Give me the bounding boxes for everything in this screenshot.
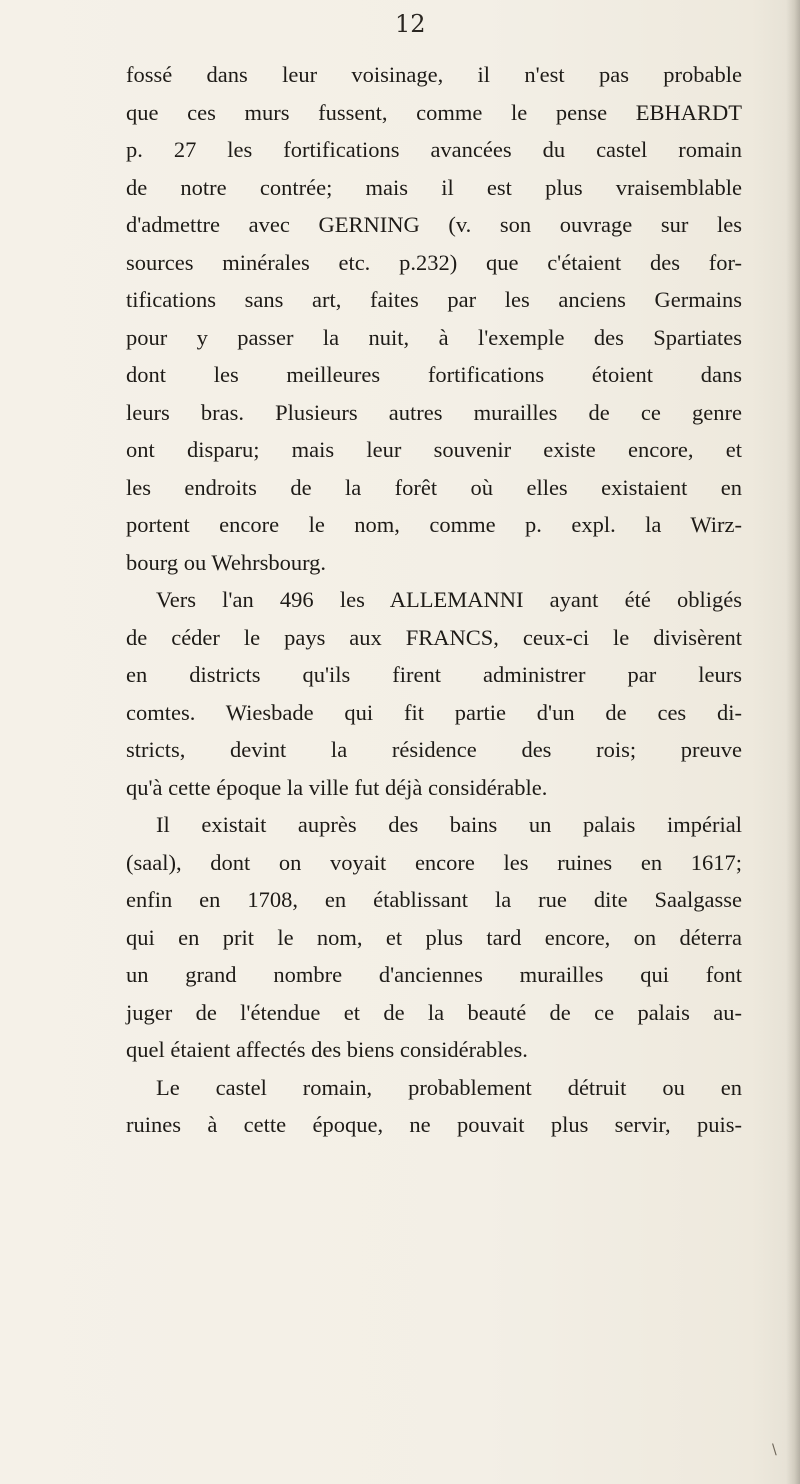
text-line: un grand nombre d'anciennes murailles qui font bbox=[126, 962, 742, 987]
text-line: enfin en 1708, en établissant la rue dite Saalgasse bbox=[126, 887, 742, 912]
text-line: de notre contrée; mais il est plus vraisemblable bbox=[126, 174, 742, 200]
page-number: 12 bbox=[395, 10, 426, 38]
text-line: tifications sans art, faites par les anciens Germains bbox=[126, 287, 742, 312]
text-line: Le castel romain, probablement détruit ou en bbox=[156, 1074, 742, 1100]
text-line: pour y passer la nuit, à l'exemple des Spartiates bbox=[126, 324, 742, 350]
text-line: juger de l'étendue et de la beauté de ce palais au- bbox=[126, 999, 742, 1025]
text-line: que ces murs fussent, comme le pense EBHARDT bbox=[126, 99, 742, 125]
page-edge-shadow bbox=[786, 0, 800, 1484]
text-line: qui en prit le nom, et plus tard encore, on déterra bbox=[126, 924, 742, 950]
body-text bbox=[126, 56, 742, 1144]
text-line: stricts, devint la résidence des rois; preuve bbox=[126, 737, 742, 762]
text-line: sources minérales etc. p.232) que c'étaient des for- bbox=[126, 249, 742, 275]
text-line: bourg ou Wehrsbourg. bbox=[126, 549, 327, 575]
text-line: Vers l'an 496 les ALLEMANNI ayant été obligés bbox=[156, 587, 742, 612]
text-line: les endroits de la forêt où elles existaient en bbox=[126, 474, 742, 500]
text-line: p. 27 les fortifications avancées du castel romain bbox=[126, 137, 742, 162]
stray-ink-mark: \ bbox=[772, 1442, 777, 1458]
text-line: de céder le pays aux FRANCS, ceux-ci le divisèrent bbox=[126, 624, 742, 650]
text-line: leurs bras. Plusieurs autres murailles de ce genre bbox=[126, 399, 742, 425]
text-line: dont les meilleures fortifications étoient dans bbox=[126, 362, 742, 387]
text-line: en districts qu'ils firent administrer par leurs bbox=[126, 662, 742, 687]
text-line: ont disparu; mais leur souvenir existe encore, et bbox=[126, 437, 742, 462]
text-line: quel étaient affectés des biens considérables. bbox=[126, 1037, 528, 1062]
text-line: ruines à cette époque, ne pouvait plus servir, puis- bbox=[126, 1112, 742, 1137]
text-line: portent encore le nom, comme p. expl. la Wirz- bbox=[126, 512, 742, 537]
text-line: (saal), dont on voyait encore les ruines en 1617; bbox=[126, 849, 742, 875]
text-line: d'admettre avec GERNING (v. son ouvrage sur les bbox=[126, 212, 742, 237]
text-line: comtes. Wiesbade qui fit partie d'un de ces di- bbox=[126, 699, 742, 725]
text-line: Il existait auprès des bains un palais impérial bbox=[156, 812, 742, 837]
text-line: qu'à cette époque la ville fut déjà considérable. bbox=[126, 774, 548, 800]
text-line: fossé dans leur voisinage, il n'est pas probable bbox=[126, 62, 742, 87]
